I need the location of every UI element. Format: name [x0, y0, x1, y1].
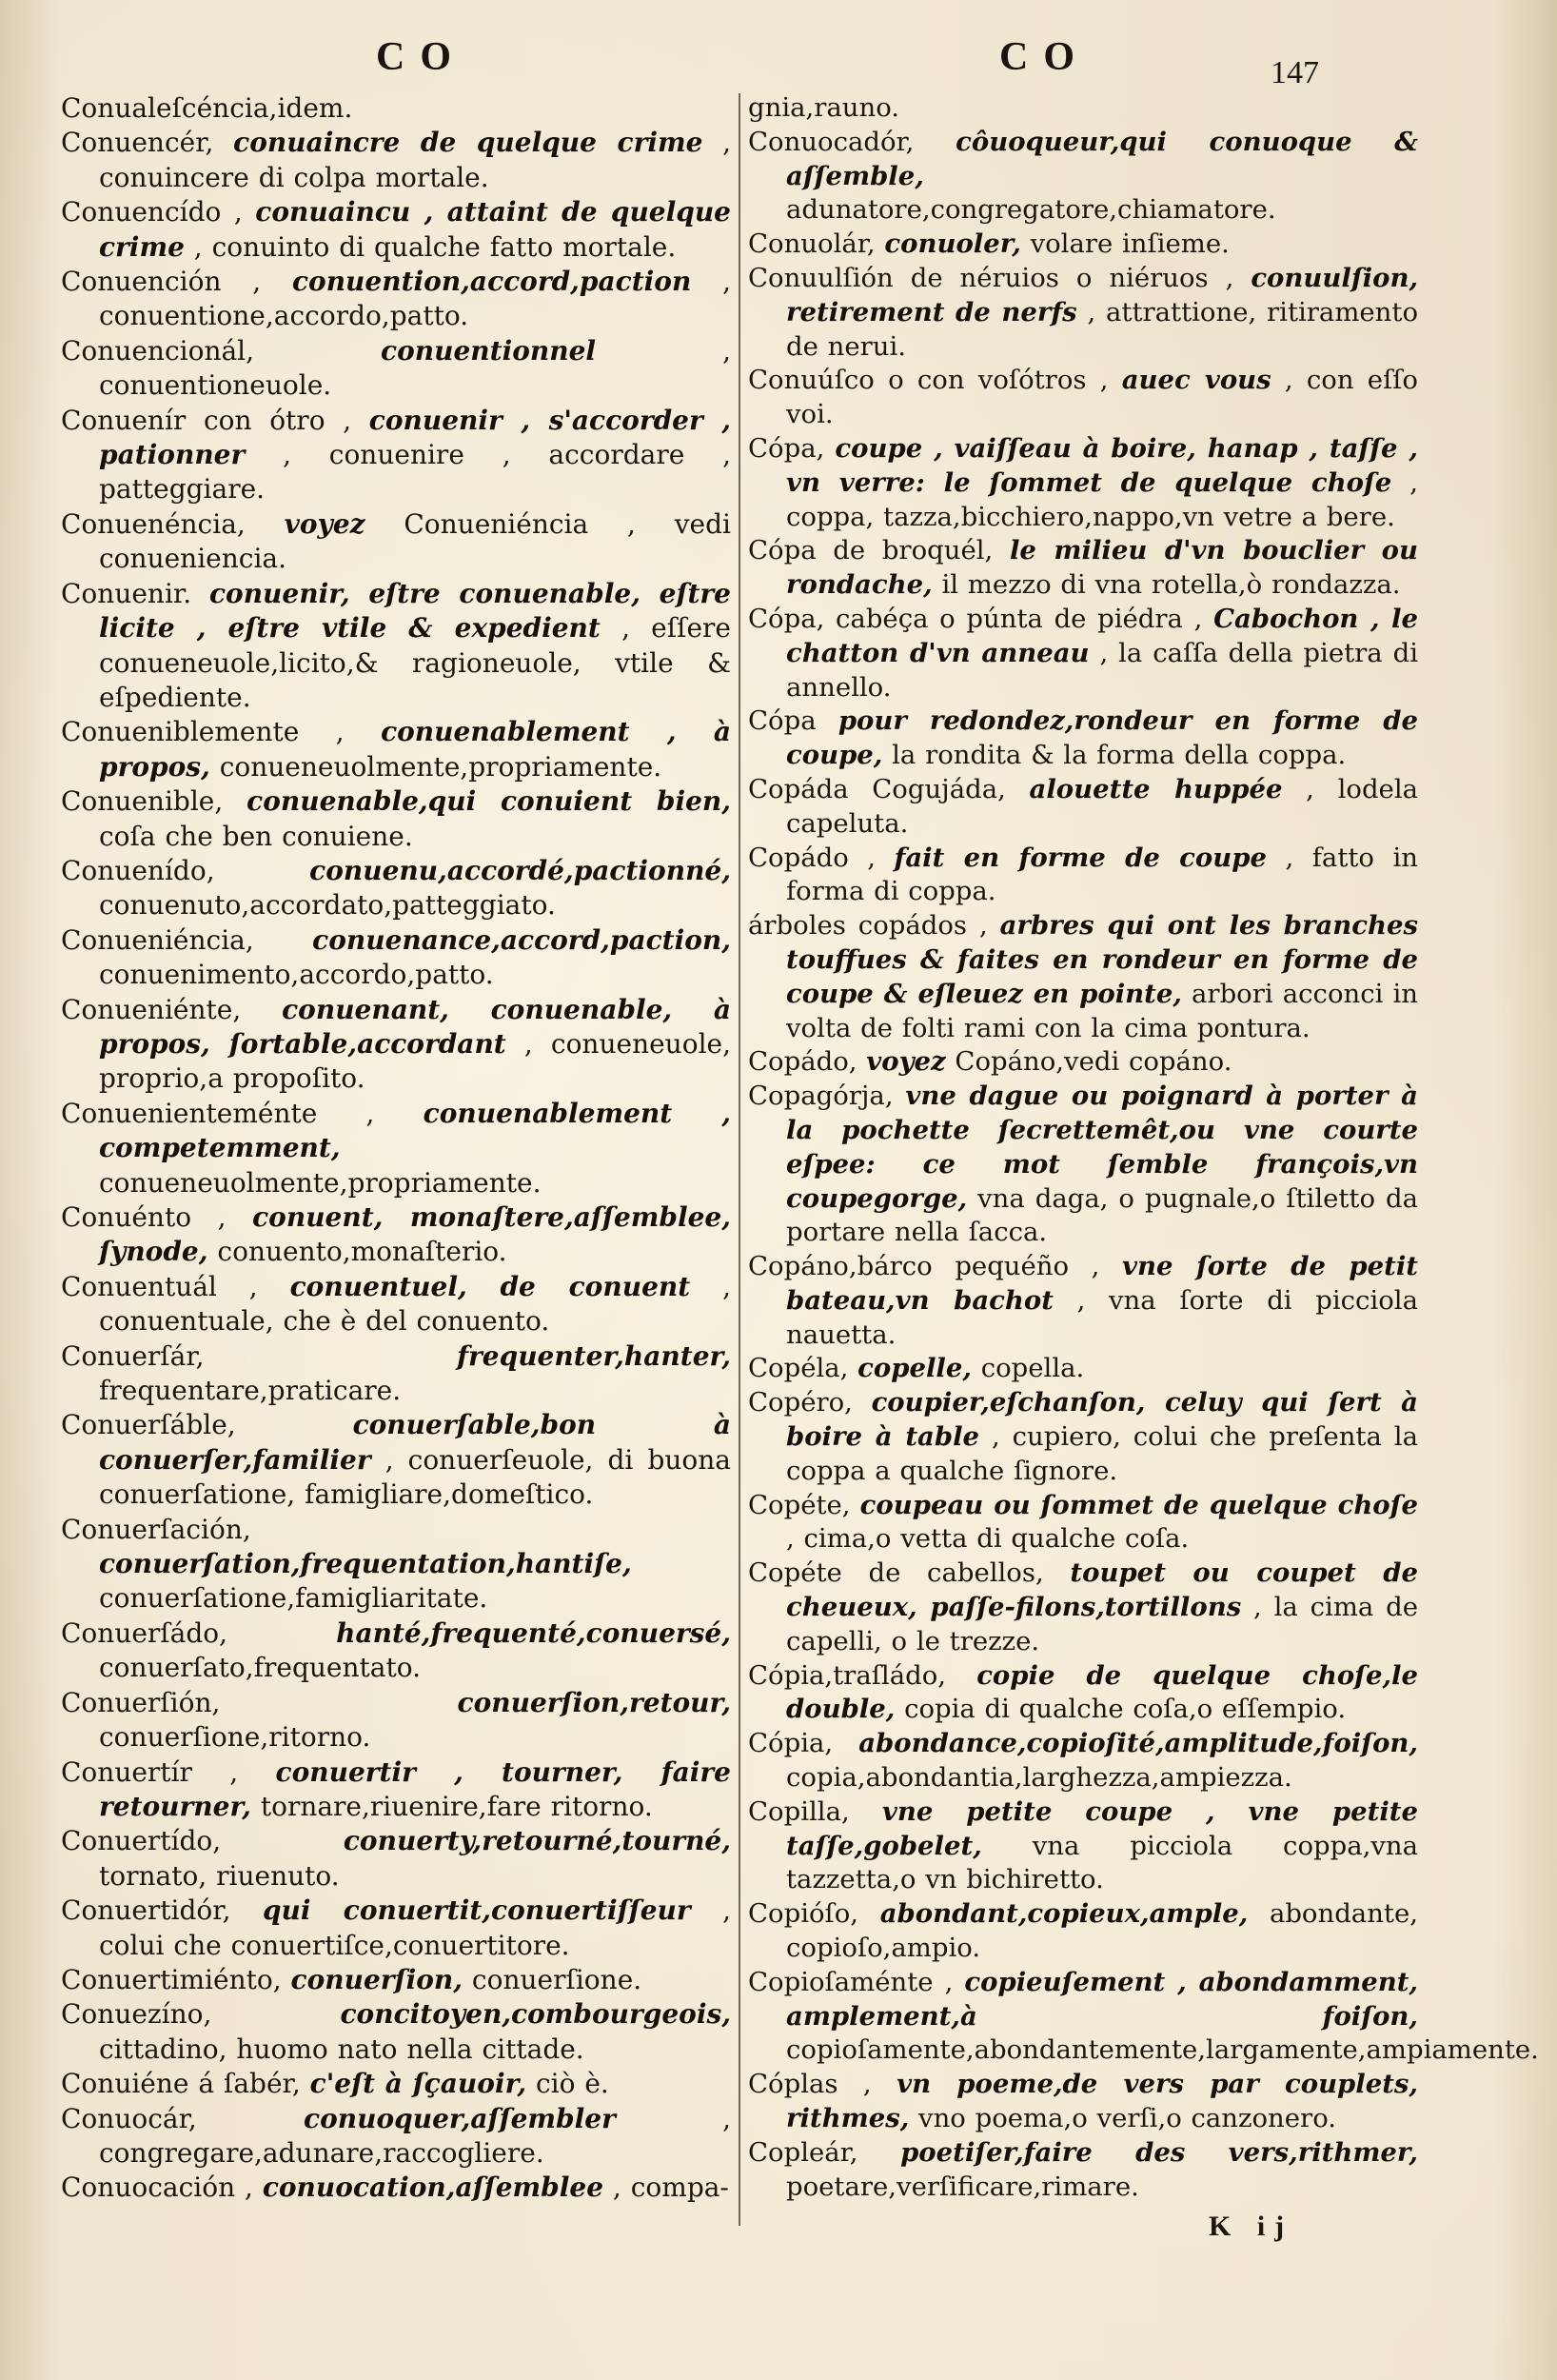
entry-italian: copella.	[980, 1353, 1085, 1384]
dictionary-entry	[748, 534, 1418, 603]
dictionary-entry	[61, 1200, 731, 1270]
entry-french: conuaincre de quelque crime	[233, 127, 703, 159]
entry-french: fait en forme de coupe	[894, 842, 1267, 873]
dictionary-entry	[748, 1386, 1418, 1488]
entry-italian: tornato, riuenuto.	[99, 1859, 340, 1892]
entry-french: toupet ou coupet de cheueux, paſſe-filons,tortillons	[786, 1557, 1418, 1623]
entry-italian: , eſſere conueneuole,licito,& ragioneuole, vtile & eſpediente.	[99, 612, 731, 713]
entry-french: copieuſement , abondamment, amplement,à foiſon,	[786, 1966, 1419, 2032]
dictionary-entry	[748, 773, 1418, 842]
entry-french: alouette huppée	[1029, 773, 1283, 804]
entry-headword: Conuerſión,	[61, 1686, 221, 1718]
entry-french: conuentuel, de conuent	[289, 1270, 691, 1302]
dictionary-entry	[748, 1557, 1418, 1658]
entry-french: coupeau ou ſommet de quelque choſe	[859, 1489, 1418, 1520]
entry-french: auec vous	[1121, 365, 1271, 396]
entry-italian: copioſamente,abondantemente,largamente,ampiamente.	[786, 2034, 1539, 2066]
entry-headword: Copéte,	[748, 1489, 851, 1520]
entry-french: voyez	[284, 507, 365, 540]
entry-italian: conuerſato,frequentato.	[99, 1652, 421, 1684]
entry-french: conuenu,accordé,pactionné,	[309, 854, 731, 886]
entry-french: hanté,frequenté,conuersé,	[336, 1616, 731, 1649]
entry-headword: Copáno,bárco pequéño ,	[748, 1251, 1100, 1282]
entry-italian: , fatto in forma di coppa.	[786, 842, 1418, 907]
entry-headword: Conuulſión de néruios o niéruos ,	[748, 262, 1234, 293]
entry-italian: , congregare,adunare,raccogliere.	[99, 2102, 731, 2169]
entry-headword: Conueniénte,	[61, 993, 242, 1025]
entry-italian: copia di qualche coſa,o eſſempio.	[904, 1694, 1347, 1725]
entry-french: conuention,accord,paction	[291, 266, 692, 298]
entry-headword: Conuerſación,	[61, 1513, 251, 1545]
entry-italian: Conueniéncia , vedi conueniencia.	[99, 507, 731, 575]
dictionary-entry	[748, 262, 1418, 364]
dictionary-entry	[748, 126, 1418, 228]
dictionary-entry	[61, 2102, 731, 2172]
entry-french: arbres qui ont les branches touffues & faites en rondeur en forme de coupe & eſleuez en pointe,	[786, 910, 1418, 1009]
dictionary-entry	[61, 1686, 731, 1755]
entry-french: copie de quelque choſe,le double,	[786, 1659, 1419, 1725]
dictionary-entry	[748, 603, 1418, 704]
entry-headword: Conuertír ,	[61, 1755, 239, 1788]
entry-headword: Conuenible,	[61, 785, 224, 818]
entry-headword: Conueniblemente ,	[61, 716, 345, 748]
right-column	[748, 91, 1539, 2204]
dictionary-entry	[61, 715, 731, 784]
entry-italian: la rondita & la forma della coppa.	[892, 740, 1347, 771]
dictionary-entry	[748, 432, 1418, 534]
entry-headword: Cópa	[748, 705, 817, 737]
entry-headword: Copéla,	[748, 1353, 849, 1384]
entry-italian: conueneuolmente,propriamente.	[99, 1166, 542, 1199]
dictionary-entry	[748, 91, 1418, 126]
entry-italian: , compa-	[612, 2172, 729, 2204]
entry-headword: Conuerſár,	[61, 1339, 205, 1372]
entry-french: conuentionnel	[381, 334, 597, 367]
entry-headword: Cóplas ,	[748, 2069, 872, 2100]
dictionary-entry	[61, 1616, 731, 1686]
entry-headword: Conuénto ,	[61, 1201, 227, 1233]
entry-italian: , conuentuale, che è del conuento.	[99, 1270, 732, 1338]
dictionary-entry	[61, 1408, 731, 1512]
entry-french: conuenir , s'accorder , pationner	[99, 404, 731, 471]
entry-italian: , con eſſo voi.	[786, 365, 1418, 430]
entry-headword: Conuencionál,	[61, 334, 255, 367]
dictionary-entry	[61, 507, 731, 577]
dictionary-entry	[61, 993, 731, 1097]
entry-french: coupier,eſchanſon, celuy qui ſert à boire à table	[786, 1387, 1418, 1453]
entry-french: conuerſion,retour,	[457, 1686, 731, 1718]
entry-headword: Copleár,	[748, 2136, 858, 2168]
entry-italian: conuerſione.	[471, 1963, 642, 1995]
dictionary-entry	[61, 1894, 731, 1963]
dictionary-entry	[61, 1270, 731, 1339]
entry-italian: volare inſieme.	[1030, 228, 1230, 260]
entry-french: poetiſer,faire des vers,rithmer,	[900, 2136, 1418, 2168]
entry-french: conuenir, eſtre conuenable, eſtre licite , eſtre vtile & expedient	[99, 577, 731, 645]
entry-headword: Cópa,	[748, 432, 825, 464]
dictionary-entry	[748, 1489, 1418, 1557]
entry-italian: conuento,monaſterio.	[217, 1236, 507, 1268]
entry-headword: Conuertimiénto,	[61, 1963, 282, 1995]
running-head-right: CO	[999, 35, 1090, 79]
dictionary-entry	[748, 704, 1418, 773]
entry-headword: Conuocár,	[61, 2102, 197, 2134]
entry-french: conuenance,accord,paction,	[312, 923, 731, 956]
entry-italian: , conuincere di colpa mortale.	[99, 127, 732, 193]
entry-french: vne dague ou poignard à porter à la pochette ſecrettemêt,ou vne courte eſpee: ce mot ſemble françois,vn coupegorge,	[786, 1081, 1418, 1214]
dictionary-entry	[61, 2067, 731, 2101]
entry-italian: abondante, copioſo,ampio.	[786, 1898, 1418, 1964]
entry-headword: Conuocación ,	[61, 2172, 253, 2204]
dictionary-entry	[61, 1997, 731, 2067]
entry-headword: Conuúſco o con voſótros ,	[748, 365, 1109, 396]
entry-italian: , attrattione, ritiramento de nerui.	[786, 296, 1418, 362]
entry-italian: conuenimento,accordo,patto.	[99, 959, 494, 991]
entry-french: pour redondez,rondeur en forme de coupe,	[786, 705, 1418, 771]
dictionary-entry	[61, 265, 731, 334]
entry-italian: frequentare,praticare.	[99, 1375, 402, 1407]
entry-french: abondant,copieux,ample,	[879, 1898, 1249, 1930]
entry-french: conuaincu , attaint de quelque crime	[99, 196, 731, 263]
entry-italian: poetare,verſificare,rimare.	[786, 2171, 1139, 2202]
entry-french: conuenable,qui conuient bien,	[246, 785, 731, 818]
entry-headword: Copióſo,	[748, 1898, 859, 1930]
dictionary-entry	[61, 1513, 731, 1616]
entry-italian: , cima,o vetta di qualche coſa.	[786, 1523, 1190, 1555]
dictionary-entry	[61, 404, 731, 507]
dictionary-entry	[61, 334, 731, 404]
entry-french: conuerty,retourné,tourné,	[343, 1825, 731, 1857]
dictionary-entry	[748, 1080, 1418, 1250]
entry-headword: Copilla,	[748, 1795, 850, 1827]
entry-italian: arbori acconci in volta de folti rami con la cima pontura.	[786, 978, 1418, 1043]
entry-headword: Cópa de broquél,	[748, 535, 994, 566]
dictionary-entry	[748, 2068, 1418, 2136]
dictionary-entry	[748, 1795, 1418, 1897]
dictionary-entry	[748, 2136, 1418, 2205]
entry-italian: ciò è.	[535, 2068, 609, 2100]
entry-headword: Conuocadór,	[748, 126, 915, 157]
dictionary-entry	[748, 909, 1418, 1045]
entry-headword: Copagórja,	[748, 1081, 894, 1112]
entry-headword: Conuolár,	[748, 228, 876, 260]
dictionary-entry	[748, 1897, 1418, 1966]
entry-headword: Copádo,	[748, 1046, 857, 1078]
entry-italian: , conuerſeuole, di buona conuerſatione, famigliare,domeſtico.	[99, 1443, 731, 1511]
entry-italian: , cupiero, colui che preſenta la coppa a qualche ſignore.	[786, 1421, 1418, 1486]
entry-french: coupe , vaiſſeau à boire, hanap , taſſe , vn verre: le ſommet de quelque choſe	[786, 432, 1418, 498]
entry-italian: , la caſſa della pietra di annello.	[786, 637, 1419, 703]
entry-french: copelle,	[857, 1353, 972, 1384]
page-number: 147	[1271, 55, 1319, 90]
dictionary-entry	[61, 923, 731, 993]
entry-headword: Conuertidór,	[61, 1894, 231, 1927]
dictionary-entry	[61, 784, 731, 854]
dictionary-entry	[748, 364, 1418, 432]
dictionary-entry	[61, 1963, 731, 1997]
entry-headword: Copádo ,	[748, 842, 877, 873]
entry-italian: Copáno,vedi copáno.	[955, 1046, 1232, 1078]
entry-headword: Conuenéncia,	[61, 507, 246, 540]
dictionary-entry	[61, 195, 731, 265]
entry-french: conuoquer,aſſembler	[304, 2102, 616, 2134]
entry-italian: vna daga, o pugnale,o ſtiletto da portare nella ſacca.	[786, 1182, 1418, 1248]
dictionary-entry	[748, 842, 1418, 910]
entry-french: abondance,copioſité,amplitude,foiſon,	[858, 1728, 1418, 1759]
entry-italian: tornare,riuenire,fare ritorno.	[260, 1790, 653, 1822]
entry-italian: , vna ſorte di picciola nauetta.	[786, 1284, 1418, 1350]
dictionary-entry	[748, 1250, 1418, 1352]
entry-italian: vno poema,o verſi,o canzonero.	[918, 2103, 1337, 2134]
entry-french: vne ſorte de petit bateau,vn bachot	[786, 1251, 1419, 1316]
entry-headword: Conuerſáble,	[61, 1409, 236, 1441]
running-head-left: CO	[376, 35, 466, 79]
entry-french: conuent, monaſtere,aſſemblee, ſynode,	[99, 1201, 731, 1268]
entry-italian: , conueneuole, proprio,a propoſito.	[99, 1027, 731, 1095]
left-column	[61, 91, 731, 2206]
entry-french: conuertir , tourner, faire retourner,	[99, 1755, 731, 1822]
dictionary-entry	[61, 91, 731, 126]
dictionary-entry	[61, 2171, 731, 2205]
signature-mark: K ij	[1209, 2211, 1294, 2242]
entry-italian: conuerſione,ritorno.	[99, 1721, 371, 1754]
column-divider	[739, 93, 740, 2226]
entry-headword: Conuezíno,	[61, 1998, 212, 2031]
entry-french: Cabochon , le chatton d'vn anneau	[786, 603, 1418, 668]
entry-french: côuoqueur,qui conuoque & aſſemble,	[786, 126, 1418, 191]
entry-headword: Copáda Cogujáda,	[748, 773, 1006, 804]
entry-french: c'eſt à ſçauoir,	[309, 2068, 527, 2100]
dictionary-entry	[748, 228, 1418, 262]
dictionary-entry	[61, 1339, 731, 1409]
entry-french: conuerſion,	[290, 1963, 463, 1995]
entry-headword: Copéro,	[748, 1387, 853, 1418]
entry-headword: Conuenído,	[61, 854, 215, 886]
entry-headword: Cópia,traſládo,	[748, 1659, 946, 1691]
entry-headword: Cópa, cabéça o púnta de piédra ,	[748, 603, 1203, 634]
entry-french: conuenablement , à propos,	[99, 716, 732, 783]
entry-french: frequenter,hanter,	[457, 1339, 731, 1372]
entry-italian: , conuentioneuole.	[99, 334, 731, 402]
dictionary-entry	[748, 1659, 1418, 1728]
dictionary-entry	[61, 1097, 731, 1200]
entry-headword: Conuenir.	[61, 577, 192, 609]
entry-italian: conuenuto,accordato,patteggiato.	[99, 889, 556, 922]
entry-italian: , colui che conuertiſce,conuertitore.	[99, 1894, 731, 1961]
entry-headword: Cópia,	[748, 1728, 834, 1759]
entry-french: conuenablement , competemment,	[99, 1097, 732, 1164]
entry-italian: coſa che ben conuiene.	[99, 820, 413, 852]
entry-italian: copia,abondantia,larghezza,ampiezza.	[786, 1762, 1292, 1794]
dictionary-entry	[748, 1727, 1418, 1795]
entry-headword: Conuención ,	[61, 266, 262, 298]
entry-headword: Conuertído,	[61, 1825, 222, 1857]
entry-headword: Conueniéncia,	[61, 923, 254, 956]
entry-headword: Conuenír con ótro ,	[61, 404, 352, 436]
entry-french: conuoler,	[884, 228, 1021, 260]
entry-headword: Conuencído ,	[61, 196, 243, 228]
entry-french: voyez	[866, 1046, 946, 1078]
dictionary-entry	[748, 1045, 1418, 1080]
entry-headword: Conuenienteménte ,	[61, 1097, 375, 1129]
entry-italian: il mezzo di vna rotella,ò rondazza.	[941, 569, 1401, 601]
entry-french: conuerſable,bon à conuerſer,familier	[99, 1409, 731, 1476]
entry-italian: , conuentione,accordo,patto.	[99, 266, 732, 332]
entry-italian: conuerſatione,famigliaritate.	[99, 1582, 488, 1615]
dictionary-entry	[61, 577, 731, 716]
entry-italian: , lodela capeluta.	[786, 773, 1419, 839]
entry-italian: , conuenire , accordare , patteggiare.	[99, 439, 731, 506]
entry-italian: cittadino, huomo nato nella cittade.	[99, 2033, 584, 2065]
dictionary-entry	[61, 1824, 731, 1894]
entry-italian: , coppa, tazza,bicchiero,nappo,vn vetre a bere.	[786, 466, 1418, 532]
entry-french: conuocation,aſſemblee	[262, 2172, 604, 2204]
entry-headword: Conuencér,	[61, 127, 214, 159]
entry-headword: árboles copádos ,	[748, 910, 988, 942]
entry-french: vn poeme,de vers par couplets, rithmes,	[786, 2069, 1418, 2134]
entry-french: qui conuertit,conuertiſſeur	[262, 1894, 691, 1927]
entry-french: conuulſion, retirement de nerfs	[786, 262, 1419, 327]
entry-italian: vna picciola coppa,vna tazzetta,o vn bichiretto.	[786, 1830, 1418, 1895]
entry-french: vne petite coupe , vne petite taſſe,gobelet,	[786, 1795, 1418, 1861]
dictionary-entry	[61, 854, 731, 923]
entry-headword: Conuiéne á ſabér,	[61, 2068, 301, 2100]
dictionary-entry	[748, 1966, 1539, 2068]
dictionary-entry	[61, 1755, 731, 1825]
entry-headword: Conualeſcéncia,idem.	[61, 92, 353, 124]
dictionary-entry	[748, 1352, 1418, 1386]
entry-headword: gnia,rauno.	[748, 92, 900, 123]
entry-headword: Conuerſádo,	[61, 1616, 228, 1649]
entry-headword: Copioſaménte ,	[748, 1966, 954, 1997]
entry-italian: , la cima de capelli, o le trezze.	[786, 1592, 1419, 1656]
entry-italian: , conuinto di qualche fatto mortale.	[193, 230, 677, 263]
dictionary-entry	[61, 126, 731, 195]
entry-headword: Copéte de cabellos,	[748, 1557, 1044, 1589]
entry-french: conuerſation,frequentation,hantiſe,	[99, 1548, 632, 1580]
entry-italian: adunatore,congregatore,chiamatore.	[786, 194, 1276, 226]
entry-italian: conueneuolmente,propriamente.	[219, 750, 662, 783]
entry-headword: Conuentuál ,	[61, 1270, 258, 1302]
entry-french: conuenant, conuenable, à propos, ſortable,accordant	[99, 993, 731, 1060]
entry-french: le milieu d'vn bouclier ou rondache,	[786, 535, 1419, 601]
entry-french: concitoyen,combourgeois,	[340, 1998, 731, 2031]
